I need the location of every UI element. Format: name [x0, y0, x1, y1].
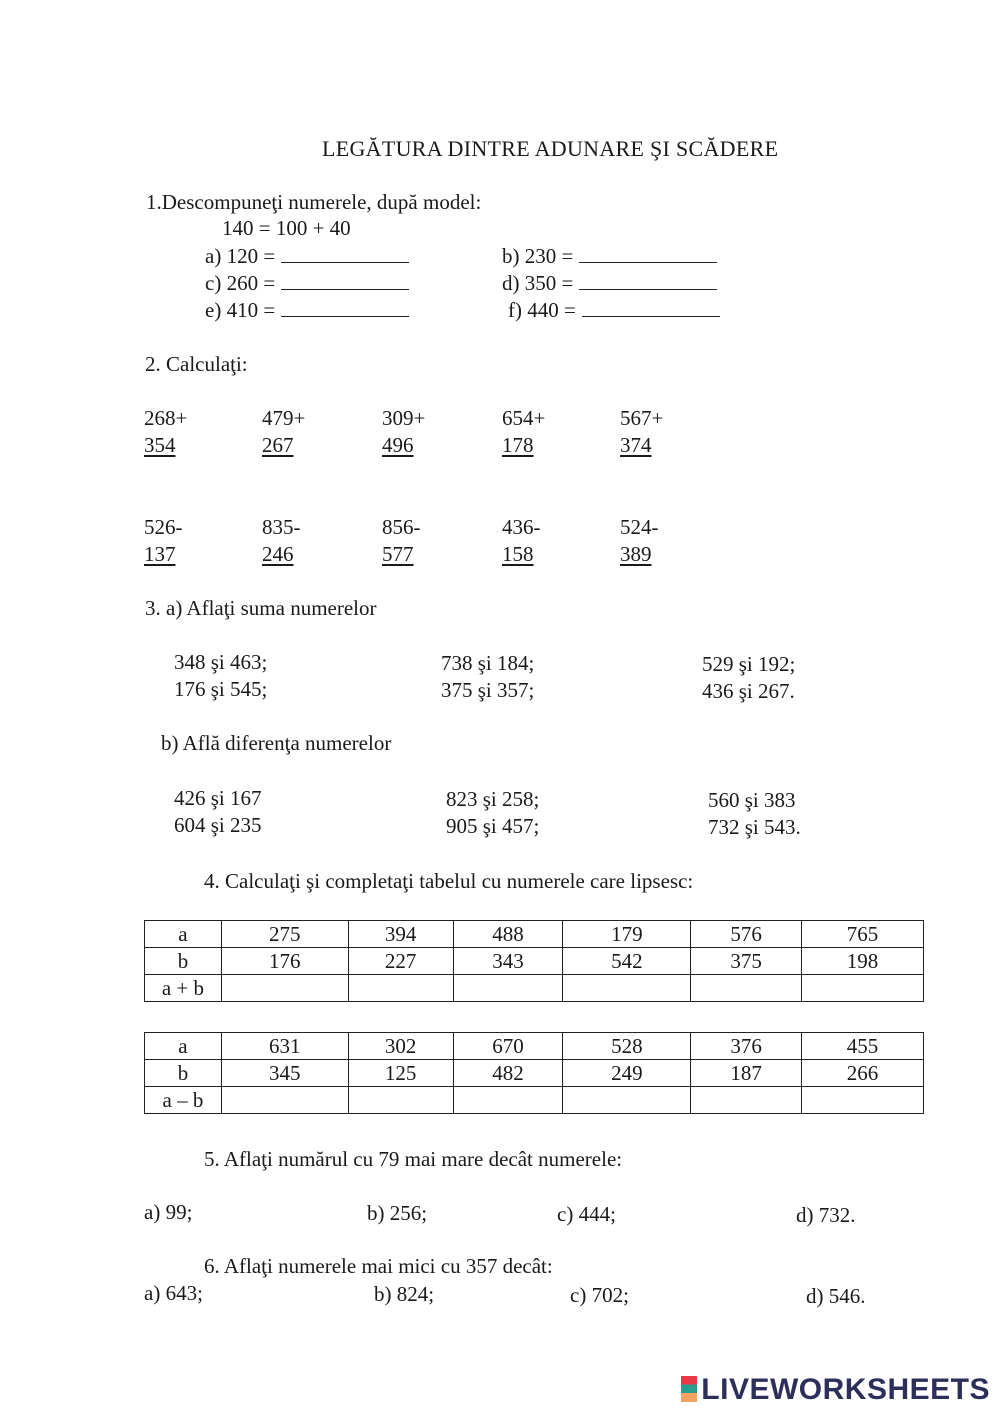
addition-5-top: 567+: [620, 406, 664, 430]
ex1-item-f-label: f) 440 =: [508, 298, 576, 322]
page-title: LEGĂTURA DINTRE ADUNARE ŞI SCĂDERE: [322, 136, 779, 161]
cell-a: 376: [691, 1033, 802, 1060]
subtraction-1: [144, 514, 194, 568]
ex1-answer-d[interactable]: [579, 271, 717, 290]
sum-table: [144, 920, 924, 1002]
ex1-item-f: [508, 298, 720, 323]
ex6-item-d: d) 546.: [806, 1284, 866, 1308]
subtraction-2: [262, 514, 312, 568]
cell-a: 179: [563, 921, 691, 948]
subtraction-3: [382, 514, 432, 568]
subtraction-3-bottom: 577: [382, 542, 414, 566]
cell-a: 275: [221, 921, 348, 948]
ex1-item-c-label: c) 260 =: [205, 271, 276, 295]
difference-answer-cell[interactable]: [348, 1087, 453, 1114]
subtraction-5: [620, 514, 670, 568]
addition-4-top: 654+: [502, 406, 546, 430]
sum-answer-cell[interactable]: [221, 975, 348, 1002]
addition-2-bottom: 267: [262, 433, 294, 457]
ex2-heading: 2. Calculaţi:: [145, 352, 248, 376]
ex5-item-c: c) 444;: [557, 1202, 616, 1226]
addition-1: [144, 405, 194, 459]
ex1-answer-b[interactable]: [579, 244, 717, 263]
difference-table: [144, 1032, 924, 1114]
ex1-item-b: [502, 244, 717, 269]
ex6-heading: 6. Aflaţi numerele mai mici cu 357 decât:: [204, 1254, 553, 1278]
difference-answer-cell[interactable]: [563, 1087, 691, 1114]
row-label-sum: a + b: [145, 975, 222, 1002]
liveworksheets-logo[interactable]: [681, 1373, 990, 1407]
diff-pair-2: 604 şi 235: [174, 813, 262, 837]
ex4-heading: 4. Calculaţi şi completaţi tabelul cu numerele care lipsesc:: [204, 869, 694, 893]
cell-a: 576: [691, 921, 802, 948]
ex5-item-a: a) 99;: [144, 1200, 193, 1224]
sum-table-row-b: [145, 948, 924, 975]
diff-pair-6: 732 şi 543.: [708, 815, 801, 839]
ex1-item-a: [205, 244, 409, 269]
cell-b: 125: [348, 1060, 453, 1087]
subtraction-2-bottom: 246: [262, 542, 294, 566]
ex5-item-d: d) 732.: [796, 1203, 856, 1227]
sum-table-row-a: [145, 921, 924, 948]
sum-pair-3: 738 şi 184;: [441, 651, 535, 675]
addition-3-bottom: 496: [382, 433, 414, 457]
row-label-a: a: [145, 1033, 222, 1060]
cell-b: 198: [802, 948, 924, 975]
ex1-item-a-label: a) 120 =: [205, 244, 276, 268]
sum-table-row-result: [145, 975, 924, 1002]
ex1-model: 140 = 100 + 40: [222, 216, 351, 240]
ex5-heading: 5. Aflaţi numărul cu 79 mai mare decât numerele:: [204, 1147, 623, 1171]
addition-3: [382, 405, 432, 459]
cell-a: 394: [348, 921, 453, 948]
cell-a: 765: [802, 921, 924, 948]
subtraction-5-bottom: 389: [620, 542, 652, 566]
subtraction-1-top: 526-: [144, 515, 183, 539]
cell-a: 455: [802, 1033, 924, 1060]
diff-pair-5: 560 şi 383: [708, 788, 796, 812]
row-label-b: b: [145, 1060, 222, 1087]
difference-table-row-a: [145, 1033, 924, 1060]
difference-answer-cell[interactable]: [221, 1087, 348, 1114]
cell-a: 302: [348, 1033, 453, 1060]
ex3-heading-b: b) Află diferenţa numerelor: [161, 731, 392, 755]
cell-b: 187: [691, 1060, 802, 1087]
cell-b: 345: [221, 1060, 348, 1087]
logo-icon: [681, 1376, 697, 1402]
difference-answer-cell[interactable]: [453, 1087, 563, 1114]
cell-b: 375: [691, 948, 802, 975]
sum-answer-cell[interactable]: [563, 975, 691, 1002]
addition-2-top: 479+: [262, 406, 306, 430]
difference-answer-cell[interactable]: [691, 1087, 802, 1114]
row-label-a: a: [145, 921, 222, 948]
sum-answer-cell[interactable]: [691, 975, 802, 1002]
ex1-item-d: [502, 271, 717, 296]
row-label-difference: a – b: [145, 1087, 222, 1114]
diff-pair-3: 823 şi 258;: [446, 787, 540, 811]
sum-pair-2: 176 şi 545;: [174, 677, 268, 701]
diff-pair-1: 426 şi 167: [174, 786, 262, 810]
sum-pair-4: 375 şi 357;: [441, 678, 535, 702]
sum-pair-1: 348 şi 463;: [174, 650, 268, 674]
cell-b: 343: [453, 948, 563, 975]
cell-a: 631: [221, 1033, 348, 1060]
sum-pair-5: 529 şi 192;: [702, 652, 796, 676]
ex1-answer-e[interactable]: [281, 298, 409, 317]
subtraction-4-bottom: 158: [502, 542, 534, 566]
cell-a: 488: [453, 921, 563, 948]
ex1-answer-c[interactable]: [281, 271, 409, 290]
sum-pair-6: 436 şi 267.: [702, 679, 795, 703]
subtraction-4-top: 436-: [502, 515, 541, 539]
addition-1-top: 268+: [144, 406, 188, 430]
cell-a: 670: [453, 1033, 563, 1060]
ex3-heading-a: 3. a) Aflaţi suma numerelor: [145, 596, 377, 620]
ex1-answer-f[interactable]: [582, 298, 720, 317]
addition-2: [262, 405, 312, 459]
logo-text: LIVEWORKSHEETS: [701, 1373, 990, 1406]
cell-a: 528: [563, 1033, 691, 1060]
subtraction-4: [502, 514, 552, 568]
cell-b: 249: [563, 1060, 691, 1087]
ex6-item-c: c) 702;: [570, 1283, 629, 1307]
addition-1-bottom: 354: [144, 433, 176, 457]
cell-b: 227: [348, 948, 453, 975]
difference-answer-cell[interactable]: [802, 1087, 924, 1114]
cell-b: 482: [453, 1060, 563, 1087]
ex6-item-b: b) 824;: [374, 1282, 435, 1306]
addition-4: [502, 405, 552, 459]
ex1-item-d-label: d) 350 =: [502, 271, 574, 295]
ex5-item-b: b) 256;: [367, 1201, 428, 1225]
sum-answer-cell[interactable]: [348, 975, 453, 1002]
ex6-item-a: a) 643;: [144, 1281, 203, 1305]
subtraction-1-bottom: 137: [144, 542, 176, 566]
ex1-heading: 1.Descompuneţi numerele, după model:: [146, 190, 482, 214]
difference-table-row-b: [145, 1060, 924, 1087]
subtraction-2-top: 835-: [262, 515, 301, 539]
ex1-answer-a[interactable]: [281, 244, 409, 263]
ex1-item-e: [205, 298, 409, 323]
addition-3-top: 309+: [382, 406, 426, 430]
sum-answer-cell[interactable]: [802, 975, 924, 1002]
subtraction-5-top: 524-: [620, 515, 659, 539]
diff-pair-4: 905 şi 457;: [446, 814, 540, 838]
sum-answer-cell[interactable]: [453, 975, 563, 1002]
ex1-item-c: [205, 271, 409, 296]
difference-table-row-result: [145, 1087, 924, 1114]
ex1-item-b-label: b) 230 =: [502, 244, 574, 268]
ex1-item-e-label: e) 410 =: [205, 298, 276, 322]
cell-b: 176: [221, 948, 348, 975]
cell-b: 266: [802, 1060, 924, 1087]
subtraction-3-top: 856-: [382, 515, 421, 539]
addition-4-bottom: 178: [502, 433, 534, 457]
row-label-b: b: [145, 948, 222, 975]
cell-b: 542: [563, 948, 691, 975]
addition-5-bottom: 374: [620, 433, 652, 457]
addition-5: [620, 405, 670, 459]
